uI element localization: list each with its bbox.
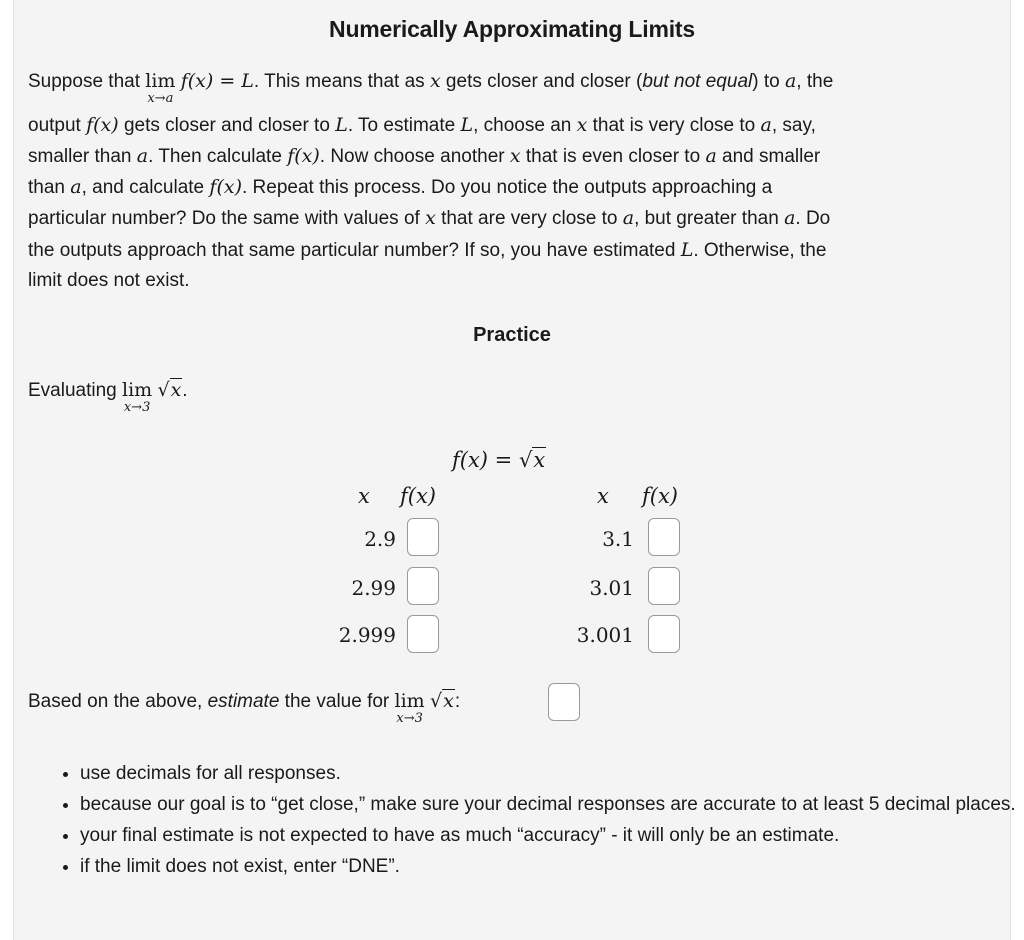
left-fx-input-1[interactable] [407, 518, 439, 556]
intro-line-7: limit does not exist. [28, 270, 190, 291]
limit-notation: lim x→a [145, 70, 176, 106]
estimate-line: Based on the above, estimate the value for lim x→3 √x: [28, 690, 461, 726]
left-col-fx-header: f(x) [400, 484, 437, 508]
function-definition: f(x) = √x [452, 448, 546, 472]
page-title: Numerically Approximating Limits [329, 16, 695, 42]
right-x-value: 3.001 [576, 623, 634, 647]
intro-line-1: Suppose that lim x→a f(x) = L. This means that as x gets closer and closer (but not equal) to a, the [28, 70, 834, 106]
left-x-value: 2.99 [351, 576, 396, 600]
left-col-x-header: x [358, 484, 370, 508]
practice-heading: Practice [473, 324, 551, 346]
intro-line-6: the outputs approach that same particular number? If so, you have estimated L. Otherwise, the [28, 239, 827, 261]
right-x-value: 3.01 [589, 576, 634, 600]
right-fx-input-3[interactable] [648, 615, 680, 653]
list-item: • your final estimate is not expected to have as much “accuracy” - it will only be an estimate. [80, 820, 1020, 851]
left-x-value: 2.999 [338, 623, 396, 647]
right-x-value: 3.1 [602, 527, 634, 551]
list-item: • use decimals for all responses. [80, 758, 1020, 789]
limit-notation: lim x→3 [122, 379, 153, 415]
right-fx-input-2[interactable] [648, 567, 680, 605]
instructions-list [48, 758, 1020, 882]
left-fx-input-2[interactable] [407, 567, 439, 605]
left-fx-input-3[interactable] [407, 615, 439, 653]
evaluating-line: Evaluating lim x→3 √x. [28, 379, 188, 415]
intro-line-3: smaller than a. Then calculate f(x). Now choose another x that is even closer to a and smaller [28, 145, 821, 167]
intro-line-4: than a, and calculate f(x). Repeat this process. Do you notice the outputs approaching a [28, 176, 773, 198]
right-fx-input-1[interactable] [648, 518, 680, 556]
right-col-x-header: x [597, 484, 609, 508]
limit-notation: lim x→3 [394, 690, 425, 726]
intro-line-5: particular number? Do the same with values of x that are very close to a, but greater than a. Do [28, 207, 831, 229]
sqrt-x: √x [157, 379, 182, 401]
estimate-input[interactable] [548, 683, 580, 721]
intro-line-2: output f(x) gets closer and closer to L. To estimate L, choose an x that is very close to a, say, [28, 114, 816, 136]
right-col-fx-header: f(x) [642, 484, 679, 508]
list-item: • because our goal is to “get close,” make sure your decimal responses are accurate to at least 5 decimal places. [80, 789, 1020, 820]
list-item: • if the limit does not exist, enter “DNE”. [80, 851, 1020, 882]
left-x-value: 2.9 [364, 527, 396, 551]
